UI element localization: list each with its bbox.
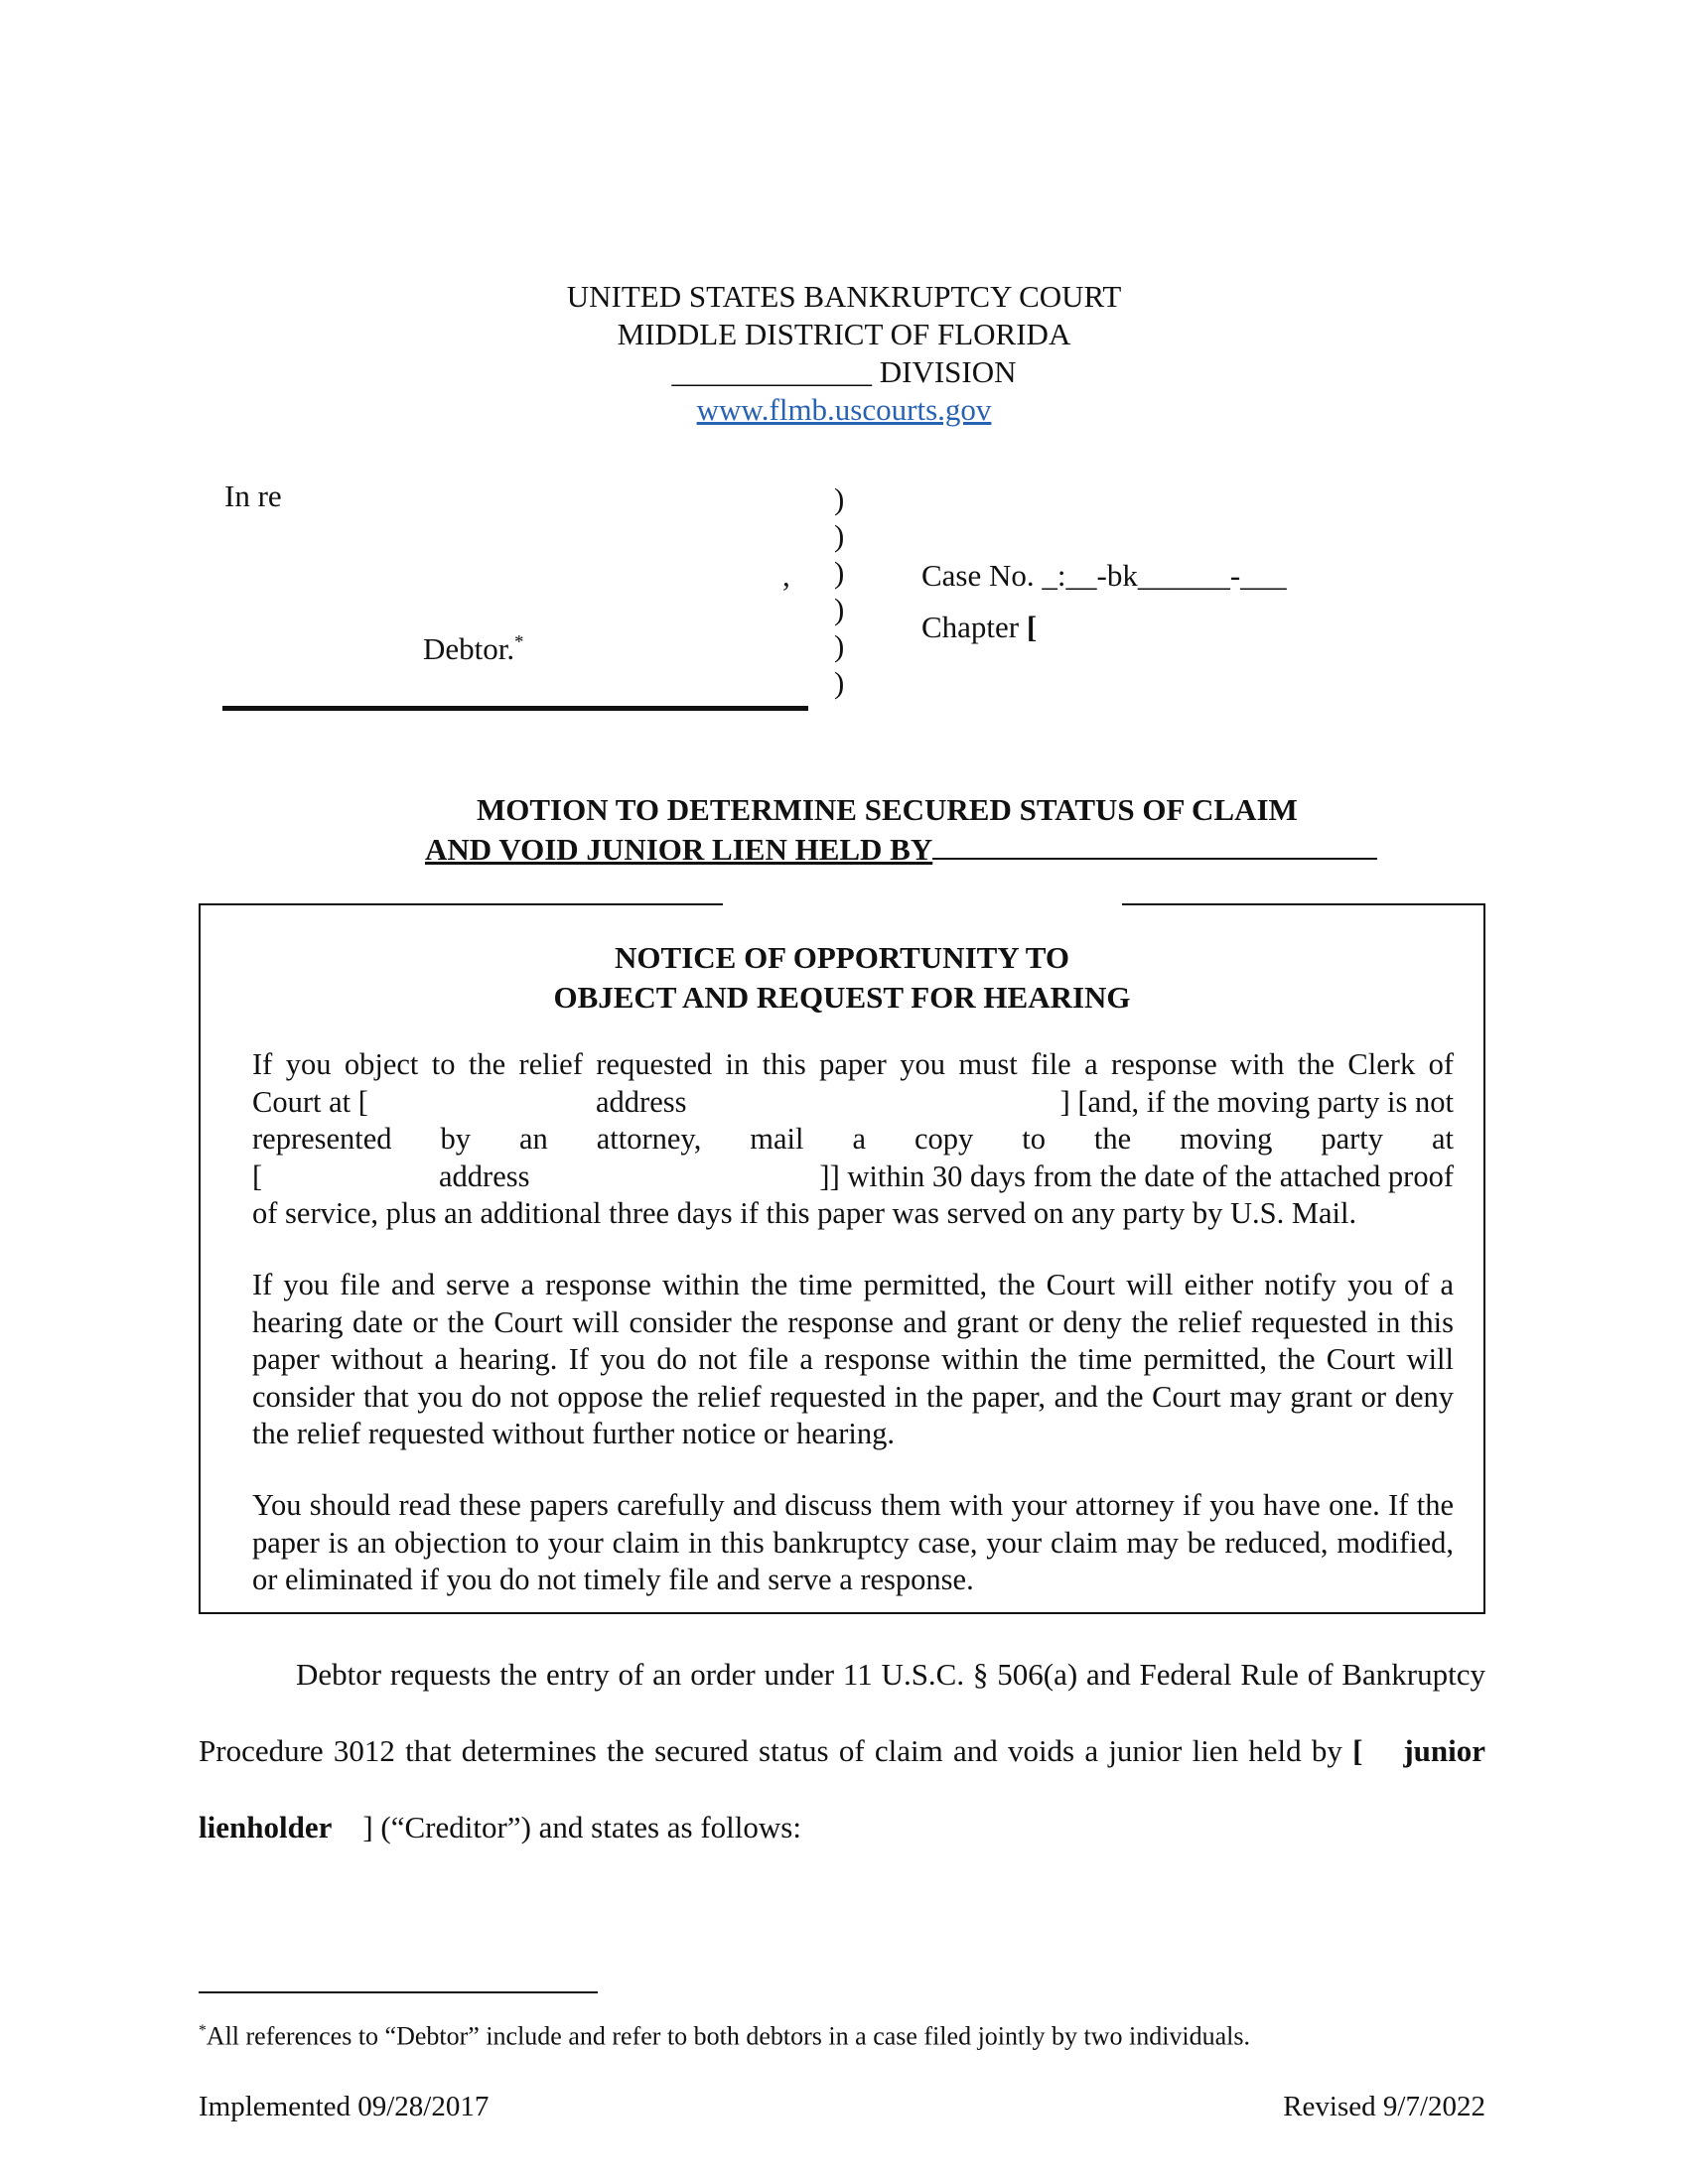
notice-p1-line5: of service, plus an additional three days if this paper was served on any party by U.S. Mail. [252,1196,1357,1230]
paren: ) [834,481,845,516]
footnote-rule [199,1991,598,1993]
court-division [298,353,1390,391]
footer-revised: Revised 9/7/2022 [1283,2091,1485,2122]
court-name: UNITED STATES BANKRUPTCY COURT [566,279,1122,314]
paren: ) [834,628,845,663]
division-label: DIVISION [879,354,1017,389]
notice-paragraph-2: If you file and serve a response within the time permitted, the Court will either notify you of a hearing date or the Court will consider the response and grant or deny the relief requested in this paper without a hearing. If you do not file a response within the time permitted, the Court will consider that you do not oppose the relief requested in the paper, and the Court may grant or deny the relief requested without further notice or hearing. [252,1268,1454,1450]
paren: ) [834,555,845,590]
moving-party-address-placeholder: address [439,1159,530,1193]
caption-paren-column [834,480,844,701]
lienholder-blank [932,830,1377,860]
paren: ) [834,518,845,553]
footnote-text: All references to “Debtor” include and refer to both debtors in a case filed jointly by two individuals. [206,2021,1251,2051]
motion-title-line1: MOTION TO DETERMINE SECURED STATUS OF CLAIM [477,792,1298,827]
footnote-mark: * [199,2022,207,2039]
in-re-label: In re [224,478,282,513]
notice-p1-line2 [252,1084,1454,1122]
lienholder-bracket-open: [ [1352,1733,1363,1768]
notice-box-gap [723,899,1122,905]
notice-paragraph-1 [252,1046,1454,1233]
footer-implemented: Implemented 09/28/2017 [199,2091,490,2122]
court-website-link[interactable]: www.flmb.uscourts.gov [696,392,992,427]
paren: ) [834,592,845,626]
debtor-label [423,631,523,667]
bracket-open: [ [252,1159,263,1193]
chapter-label: Chapter [921,610,1020,644]
notice-p1-line2-end: ] [and, if the moving party is not [1059,1084,1454,1119]
footnote [199,2015,1250,2053]
notice-heading [199,938,1485,1018]
clerk-address-placeholder: address [596,1084,687,1119]
motion-title-line2 [425,830,1418,870]
court-at-label: Court at [ [252,1084,368,1119]
junior-lienholder-placeholder: junior lienholder [199,1733,1486,1844]
court-header [298,278,1390,429]
motion-body-text: Debtor requests the entry of an order under 11 U.S.C. § 506(a) and Federal Rule of Bankruptcy Procedure 3012 that determines the secured status of claim and voids a junior lien held by [199,1657,1485,1768]
court-district: MIDDLE DISTRICT OF FLORIDA [617,317,1071,351]
notice-p1-line1: If you object to the relief requested in this paper you must file a response with the Clerk of [252,1047,1454,1081]
notice-heading-line2: OBJECT AND REQUEST FOR HEARING [553,980,1131,1015]
chapter-bracket: [ [1026,610,1038,644]
paren: ) [834,665,845,700]
motion-body-end: ] (“Creditor”) and states as follows: [362,1810,801,1844]
case-number: Case No. _:__-bk______-___ [921,558,1287,593]
notice-heading-line1: NOTICE OF OPPORTUNITY TO [615,940,1069,975]
division-blank: _____________ [671,354,872,389]
caption-comma: , [782,558,790,593]
notice-p1-line3: represented by an attorney, mail a copy to the moving party at [252,1122,1454,1156]
caption-rule [222,706,808,711]
notice-paragraph-3: You should read these papers carefully and discuss them with your attorney if you have one. If the paper is an objection to your claim in this bankruptcy case, your claim may be reduced, modified, or eliminated if you do not timely file and serve a response. [252,1488,1454,1596]
debtor-footnote-mark: * [514,631,524,653]
notice-p1-line4 [252,1159,1454,1196]
debtor-label-text: Debtor. [423,631,515,666]
notice-p1-line4-end: ]] within 30 days from the date of the attached proof [819,1159,1454,1193]
motion-title-line2-text: AND VOID JUNIOR LIEN HELD BY [425,832,933,867]
motion-body-paragraph [199,1636,1485,1865]
chapter-line [921,610,1037,645]
